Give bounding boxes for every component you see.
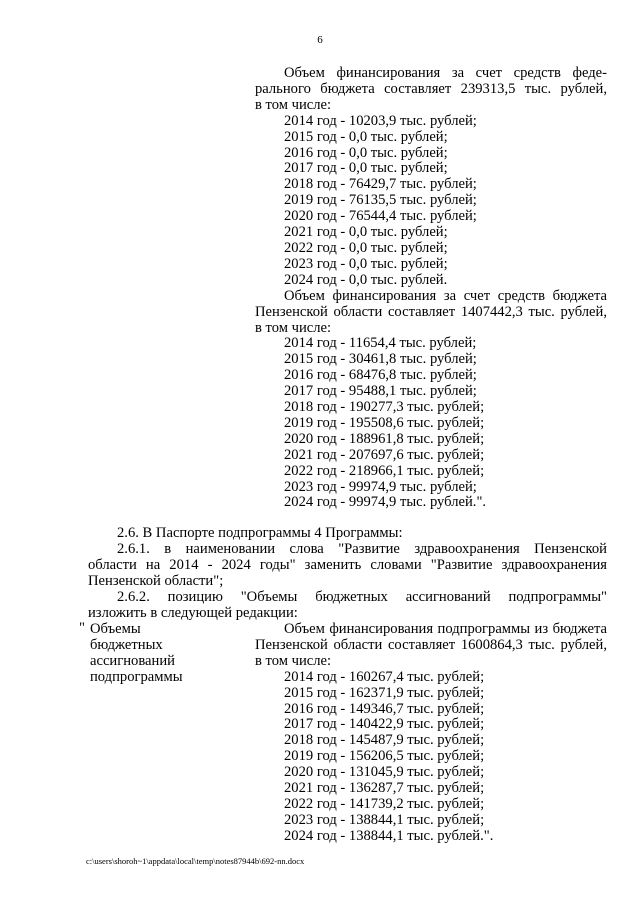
federal-line-2: рального бюджета составляет 239313,5 тыс. рублей, [255, 80, 607, 97]
list-item: 2021 год - 0,0 тыс. рублей; [284, 224, 448, 241]
section-2-6-2-line-2: изложить в следующей редакции: [88, 604, 298, 621]
federal-line-1: Объем финансирования за счет средств феде- [284, 65, 607, 81]
federal-funding-block [255, 66, 607, 511]
regional-line-2: Пензенской области составляет 1407442,3 тыс. рублей, [255, 303, 607, 320]
label-line: ассигнований [90, 652, 175, 669]
list-item: 2017 год - 95488,1 тыс. рублей; [284, 383, 477, 400]
list-item: 2018 год - 76429,7 тыс. рублей; [284, 176, 477, 193]
section-2-6: 2.6. В Паспорте подпрограммы 4 Программы: [117, 525, 403, 541]
list-item: 2018 год - 145487,9 тыс. рублей; [284, 732, 485, 749]
regional-line-3: в том числе: [255, 319, 332, 336]
list-item: 2015 год - 0,0 тыс. рублей; [284, 128, 448, 145]
subprogram-years-list [255, 670, 607, 845]
list-item: 2020 год - 76544,4 тыс. рублей; [284, 208, 477, 225]
list-item: 2016 год - 149346,7 тыс. рублей; [284, 700, 485, 717]
list-item: 2015 год - 30461,8 тыс. рублей; [284, 351, 477, 368]
list-item: 2016 год - 0,0 тыс. рублей; [284, 144, 448, 161]
table-row-label [79, 622, 239, 686]
list-item: 2024 год - 99974,9 тыс. рублей.". [284, 494, 487, 511]
list-item: 2017 год - 0,0 тыс. рублей; [284, 160, 448, 177]
list-item: 2018 год - 190277,3 тыс. рублей; [284, 399, 485, 416]
regional-years-list [255, 336, 607, 511]
list-item: 2020 год - 131045,9 тыс. рублей; [284, 764, 485, 781]
opening-quote: " [79, 620, 85, 636]
list-item: 2021 год - 207697,6 тыс. рублей; [284, 446, 485, 463]
label-line: бюджетных [90, 636, 163, 653]
federal-years-list [255, 114, 607, 289]
subprogram-line-3: в том числе: [255, 652, 332, 669]
subprogram-funding-block [255, 622, 607, 845]
section-2-6-1-line-1: 2.6.1. в наименовании слова "Развитие здравоохранения Пензенской [117, 540, 607, 557]
subprogram-line-2: Пензенской области составляет 1600864,3 тыс. рублей, [255, 636, 607, 653]
list-item: 2023 год - 138844,1 тыс. рублей; [284, 811, 485, 828]
section-2-6-2-line-1: 2.6.2. позицию "Объемы бюджетных ассигнований подпрограммы" [117, 588, 607, 605]
label-line: подпрограммы [90, 668, 183, 685]
list-item: 2021 год - 136287,7 тыс. рублей; [284, 780, 485, 797]
list-item: 2023 год - 0,0 тыс. рублей; [284, 255, 448, 272]
section-2-6-1-line-2: области на 2014 - 2024 годы" заменить словами "Развитие здравоохранения [88, 556, 607, 573]
list-item: 2024 год - 0,0 тыс. рублей. [284, 271, 448, 288]
list-item: 2019 год - 156206,5 тыс. рублей; [284, 748, 485, 765]
page-number: 6 [317, 34, 323, 46]
list-item: 2022 год - 141739,2 тыс. рублей; [284, 795, 485, 812]
list-item: 2019 год - 195508,6 тыс. рублей; [284, 414, 485, 431]
label-line: Объемы [90, 621, 141, 637]
list-item: 2023 год - 99974,9 тыс. рублей; [284, 478, 477, 495]
list-item: 2014 год - 11654,4 тыс. рублей; [284, 335, 477, 352]
federal-line-3: в том числе: [255, 96, 332, 113]
list-item: 2014 год - 160267,4 тыс. рублей; [284, 668, 485, 685]
list-item: 2020 год - 188961,8 тыс. рублей; [284, 430, 485, 447]
list-item: 2015 год - 162371,9 тыс. рублей; [284, 684, 485, 701]
subprogram-line-1: Объем финансирования подпрограммы из бюджета [284, 621, 607, 637]
section-2-6-1-line-3: Пензенской области"; [88, 572, 224, 589]
amendment-paragraphs [88, 526, 607, 621]
list-item: 2022 год - 218966,1 тыс. рублей; [284, 462, 485, 479]
regional-line-1: Объем финансирования за счет средств бюджета [284, 287, 607, 304]
list-item: 2024 год - 138844,1 тыс. рублей.". [284, 827, 494, 844]
list-item: 2014 год - 10203,9 тыс. рублей; [284, 112, 477, 129]
list-item: 2019 год - 76135,5 тыс. рублей; [284, 192, 477, 209]
list-item: 2017 год - 140422,9 тыс. рублей; [284, 716, 485, 733]
list-item: 2016 год - 68476,8 тыс. рублей; [284, 367, 477, 384]
list-item: 2022 год - 0,0 тыс. рублей; [284, 239, 448, 256]
file-path-footer: c:\users\shoroh~1\appdata\local\temp\notes87944b\692-nn.docx [86, 856, 305, 866]
